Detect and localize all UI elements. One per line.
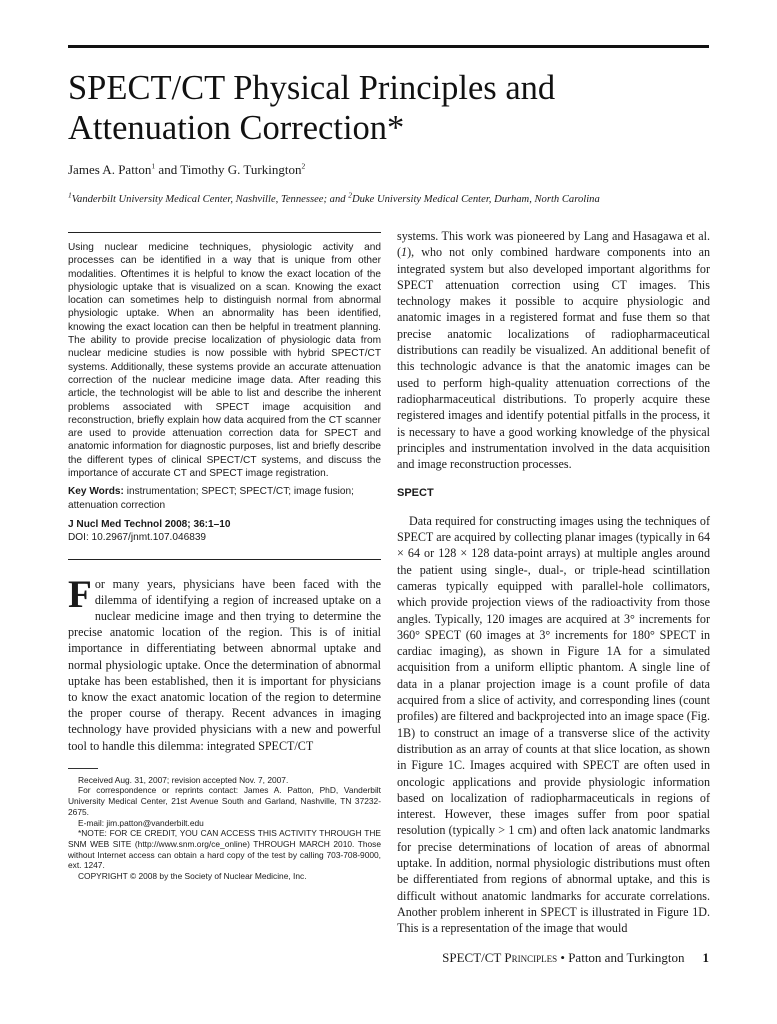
- footnote-copyright: COPYRIGHT © 2008 by the Society of Nuclear Medicine, Inc.: [78, 871, 307, 882]
- left-column: [68, 232, 381, 882]
- article-title: SPECT/CT Physical Principles and Attenuation Correction*: [68, 69, 556, 147]
- header-rule: [68, 45, 709, 48]
- footnotes: [68, 775, 381, 882]
- page-footer: SPECT/CT Principles • Patton and Turkington 1: [442, 950, 709, 965]
- abstract-text: Using nuclear medicine techniques, physiologic activity and processes can be identified in a way that is unique from other modalities. Oftentimes it is helpful to know the exact location of the physiologic uptake that is visualized on a scan. Knowing the exact location can sometimes help to distinguish normal from abnormal physiologic uptake. When an abnormality has been identified, knowing the exact location can then be helpful in treatment planning. The ability to provide precise localization of physiologic data from nuclear medicine studies is now possible with hybrid SPECT/CT systems. Additionally, these systems provide an accurate attenuation correction of the nuclear medicine image data. After reading this article, the technologist will be able to list and describe the inherent problems associated with SPECT image acquisition and reconstruction, briefly explain how data acquired from the CT scanner are used to provide attenuation correction data for SPECT and anatomic information for diagnostic purposes, list and briefly describe the different types of clinical SPECT/CT systems, and discuss the importance of accurate CT and SPECT image registration.: [68, 242, 381, 480]
- reference-link[interactable]: 1: [401, 245, 408, 260]
- author-2: and Timothy G. Turkington: [155, 162, 302, 177]
- running-title: SPECT/CT Principles: [442, 950, 558, 965]
- footnote-correspondence: For correspondence or reprints contact: James A. Patton, PhD, Vanderbilt University Medical Center, 21st Avenue South and Garland, Nashville, TN 37232-2675.: [68, 785, 381, 817]
- footnote-rule: [68, 768, 98, 769]
- abstract-top-rule: [68, 232, 381, 233]
- author-line: James A. Patton$^1$ and Timothy G. Turkington$^2$: [68, 161, 306, 177]
- paragraph-spect: Data required for constructing images using the techniques of SPECT are acquired by collecting planar images (typically in 64 × 64 or 128 × 128 data-point arrays) at multiple angles around the patient using single-, dual-, or triple-head scintillation cameras typically equipped with parallel-hole collimators, which provide projection views of the radioactivity from those angles. Typically, 120 images are acquired at 3° increments for 360° SPECT (60 images at 3° increments for 180° SPECT in cardiac imaging), as shown in Figure 1A for a simulated acquisition from a uniform elliptic phantom. A single line of data in a planar projection image is a count profile of data acquired from a slice of activity, and corresponding lines (count profiles) are filtered and backprojected into an image space (Fig. 1B) to construct an image of a transverse slice of the activity distribution as an array of counts at that slice location, as shown in Figure 1C. Images acquired with SPECT are often used in oncologic applications and provide physiologic information based on localization of radiopharmaceuticals in regions of interest. However, these images suffer from poor spatial resolution (typically > 1 cm) and often lack anatomic landmarks for precise determinations of location of areas of abnormal uptake. In addition, normal physiologic distributions must often be differentiated from regions of abnormal uptake, and this is difficult without anatomic landmarks for accurate correlations. Another problem inherent in SPECT is illustrated in Figure 1D. This is a representation of the image that would: [397, 513, 710, 936]
- footnote-email: E-mail: jim.patton@vanderbilt.edu: [78, 817, 204, 828]
- drop-cap: F: [68, 572, 92, 616]
- paragraph-history: systems. This work was pioneered by Lang and Hasagawa et al. (1), who not only combined hardware components into an integrated system but also developed important algorithms for SPECT attenuation correction using CT images. This technology makes it possible to acquire physiologic and anatomic images in a registered format and fuse them so that precise anatomic localizations of radiopharmaceutical distributions can readily be visualized. An additional benefit of this technologic advance is that the anatomic images can be used to perform high-quality attenuation corrections of the radiopharmaceutical distributions. To properly acquire these registered images and identify potential pitfalls in the process, it is necessary to have a good working knowledge of the physical principles and instrumentation involved in the data acquisition and image reconstruction processes.: [397, 229, 710, 472]
- footnote-ce-note: *NOTE: FOR CE CREDIT, YOU CAN ACCESS THIS ACTIVITY THROUGH THE SNM WEB SITE (http://www.snm.org/ce_online) THROUGH MARCH 2010. Those without Internet access can obtain a hard copy of the test by calling 703-708-9000, ext. 1247.: [68, 828, 381, 871]
- author-1: James A. Patton: [68, 162, 152, 177]
- right-column: [397, 228, 710, 936]
- doi: DOI: 10.2967/jnmt.107.046839: [68, 532, 207, 544]
- section-heading: SPECT: [397, 487, 434, 500]
- page-number: 1: [702, 950, 709, 965]
- running-authors: Patton and Turkington: [568, 950, 685, 965]
- journal-citation: J Nucl Med Technol 2008; 36:1–10: [68, 518, 231, 530]
- intro-paragraph: For many years, physicians have been faced with the dilemma of identifying a region of increased uptake on a nuclear medicine image and then trying to determine the precise anatomic location of the region. This is of initial importance in differentiating between abnormal uptake and normal physiologic uptake. Once the determination of abnormal uptake has been established, then it is important for physicians to know the exact anatomic location of the region to determine the proper course of therapy. Recent advances in imaging technology have provided physicians with a new and powerful tool to handle this dilemma: integrated SPECT/CT: [68, 572, 381, 753]
- affiliations: $^1$Vanderbilt University Medical Center, Nashville, Tennessee; and $^2$Duke University Medical Center, Durham, North Carolina: [68, 190, 600, 205]
- keywords: Key Words: instrumentation; SPECT; SPECT/CT; image fusion; attenuation correction: [68, 486, 354, 511]
- footnote-received: Received Aug. 31, 2007; revision accepted Nov. 7, 2007.: [78, 774, 289, 785]
